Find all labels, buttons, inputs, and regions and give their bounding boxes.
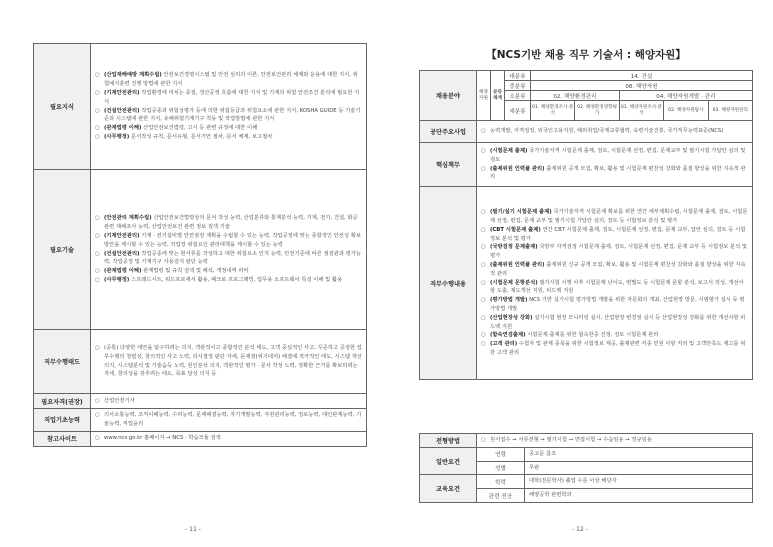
bullet-icon: ○ (481, 244, 486, 251)
class-detail-5: 03. 해양자원관리 (708, 101, 752, 121)
item-head: (건설안전관리) (104, 107, 140, 114)
general-sex-name: 성별 (477, 461, 525, 475)
bullet-icon: ○ (481, 226, 486, 233)
list-item (95, 89, 362, 107)
class-detail-3: 01. 해양자원조사·분석 (619, 101, 663, 121)
item-text: 관계법령 및 규칙 검색 및 해석, 개정내역 파악 (143, 268, 249, 275)
page-number-right: - 12 - (572, 526, 588, 533)
bullet-icon: ○ (481, 332, 486, 339)
list-item (95, 214, 362, 232)
item-head: (산업재해예방 계획수립) (104, 72, 162, 79)
class-name-minor: 소분류 (505, 91, 531, 101)
item-head: (사무행정) (104, 276, 130, 283)
item-text: 출제위원 신규 공개 모집, 확보, 활용 및 시험문제 편찬성 강화와 품질 향상을 위한 지속적 관리 (490, 262, 746, 277)
item-head: (필기/실기 시험문제 출제) (490, 209, 552, 216)
item-text: 안전보건경영시스템 및 안전 심리의 이론, 안전보건관리 체제와 운용에 대한 지식, 위험예지훈련 진행 방법에 관한 지식 (104, 72, 358, 88)
left-requirements-table (33, 43, 367, 447)
list-item (95, 107, 362, 125)
item-head: (안전관리 계획수립) (104, 215, 152, 222)
item-text: 작업공종에 맞는 현서류를 작성하고 대한 위험요소 인지 능력, 안전기준에 따른 점검관과 평가능력, 작업공정 및 기계기구 사용검지 판단 능력 (104, 250, 361, 266)
bullet-icon: ○ (481, 262, 486, 268)
bullet-icon: ○ (95, 107, 100, 114)
bullet-icon: ○ (95, 250, 100, 257)
general-sex-value: 무관 (525, 461, 753, 475)
basic-ability-content: ○ 의사소통능력, 조직이해능력, 수리능력, 문제해결능력, 자기개발능력, 자원관리능력, 정보능력, 대인관계능력, 기술능력, 직업윤리 (91, 409, 367, 432)
bullet-icon: ○ (481, 341, 486, 348)
skills-label: 필요기술 (34, 170, 91, 330)
right-requirements-table (419, 433, 753, 503)
reference-content: ○ www.ncs.go.kr 홈페이지 → NCS · 학습모듈 검색 (91, 431, 367, 446)
class-value-middle: 08. 해양자원 (531, 81, 753, 91)
list-item (95, 133, 362, 142)
job-content-content (477, 187, 753, 380)
knowledge-content (91, 44, 367, 170)
item-head: (기계안전관리) (104, 89, 140, 96)
item-head: (기계안전관리) (104, 232, 140, 239)
bullet-icon: ○ (95, 125, 100, 132)
item-head: (산업현장성 강화) (490, 314, 533, 321)
general-label: 일반요건 (420, 447, 477, 475)
general-age-name: 연령 (477, 447, 525, 461)
attitude-text: (공통) 다양한 대안을 탐구하려는 의지, 객관적이고 종합적인 분석 태도, 고객 중심적인 사고, 꾸준하고 공정한 업무수행의 청렴성, 창의적인 사고 노력, 의사결정 판단 자세, 문제점(위기대처) 해결에 적극적인 태도, 시스템 개선 의지, 시스템분석 및 기술습득 노력, 원인분석 의지, 객관적인 평가 · 문서 작성 노력, 정확한 근거를 확보하려는 자세, 창의성을 갖추려는 태도, 목표 달성 의지 등 (104, 344, 362, 378)
class-detail-1: 01. 해양환경조사·분석 (531, 101, 575, 121)
item-text: 문서작성 규칙, 문서유형, 문서기안 절차, 문서 체계, 보고절차 (131, 133, 273, 140)
list-item (95, 267, 362, 276)
item-text: 국가기술자격 시험문제 확보를 위한 연간 세부계획수립, 시험문제 출제, 검토, 시험문제 선정, 편집, 문제 교부 및 필기시험 가답안 심의, 검토 등 시험정보 분석 및 평가 (490, 209, 748, 225)
item-text: 국가기술자격 시험문제 출제, 검토, 시험문제 선정, 편집, 문제교부 및 필기시험 가답안 심의 및 검토 (490, 147, 746, 163)
education-degree-name: 학력 (477, 475, 525, 489)
process-label: 전형방법 (420, 434, 477, 448)
education-degree-value: 대학(전문학사) 졸업 수준 이상 해당자 (525, 475, 753, 489)
education-major-name: 관련 전공 (477, 489, 525, 503)
bullet-icon: ○ (95, 268, 100, 275)
certificate-content: ○ 산업안전기사 (91, 394, 367, 409)
class-detail-4: 02. 해양자원탐사 (664, 101, 708, 121)
list-item (95, 124, 362, 133)
item-head: (출제위원 인력풀 관리) (490, 165, 545, 172)
page-title: 【NCS기반 채용 직무 기술서 : 해양자원】 (486, 49, 686, 61)
list-item (481, 261, 748, 279)
item-text: 수험자 및 관계 종목을 위한 시험정보 제공, 출제관련 각종 민원 사항 처리 및 고객만족도 제고를 위한 고객 관리 (490, 341, 746, 356)
attitude-content: ○ (공통) 다양한 대안을 탐구하려는 의지, 객관적이고 종합적인 분석 태도, 고객 중심적인 사고, 꾸준하고 공정한 업무수행의 청렴성, 창의적인 사고 노력, 의사결정 판단 자세, 문제점(위기대처) 해결에 적극적인 태도, 시스템 개선 의지, 시스템분석 및 기술습득 노력, 원인분석 의지, 객관적인 평가 · 문서 작성 노력, 정확한 근거를 확보하려는 자세, 창의성을 갖추려는 태도, 목표 달성 의지 등 (91, 330, 367, 394)
class-label: 분류 체계 (491, 71, 505, 121)
institution-content: ○ 능력개발, 자격검정, 외국인고용지원, 해외취업/국제교류협력, 숙련기술진흥, 국가직무능력표준(NCS) (477, 121, 753, 143)
item-head: (관계법령 이해) (104, 125, 142, 132)
item-text: 스프레드시트, 워드프로세서 활용, 패크로 프로그래밍, 업무용 소프트웨어 특성 이해 및 활용 (131, 276, 343, 283)
item-text: 작업환경에 미치는 종질, 생산공정 흐름에 대한 지식 및 기계의 위험 안전조건 분석에 필요한 지식 (104, 89, 360, 105)
general-age-value: 공고문 참조 (525, 447, 753, 461)
item-text: 기계 · 전기설비별 안전점검 계획을 수립할 수 있는 능력, 작업공정에 맞는 종합적인 안전성 확보방안을 제시할 수 있는 능력, 작업장 위험요인 관리대책을 제시할 수 있는 능력 (104, 232, 361, 248)
bullet-icon: ○ (481, 165, 486, 172)
attitude-label: 직무수행태도 (34, 330, 91, 394)
list-item (95, 71, 362, 89)
item-text: 출제위원 공개 모집, 확보, 활용 및 시험문제 편찬성 강화와 품질 향상을 위한 지속적 관리 (490, 165, 746, 181)
item-head: (고객 관리) (490, 341, 518, 348)
item-text: 필기시험 시행 이후 시험문제 난이도, 변별도 등 시험문제 문항 분석, 보고서 작성, 개선사항 도출, 제도개선 지원, 피드백 지원 (490, 279, 744, 295)
bullet-icon: ○ (95, 232, 100, 239)
item-text: 국방부 자격검정 시험문제 출제, 검토, 시험문제 선정, 편집, 문제 교부 등 시험정보 분석 및 평가 (490, 244, 748, 260)
item-head: (시험문제 문항분석) (490, 279, 538, 286)
item-text: 시험문제 출제를 위한 합숙한중 선정, 검토 시험문제 관리 (527, 332, 659, 339)
bullet-icon: ○ (481, 209, 486, 216)
item-text: NCS 기반 실기시험 평가방법 개발을 위한 자문회의 개최, 산업현장 방문, 시범평가 실시 등 평가방법 개발 (490, 297, 745, 312)
reference-link[interactable]: www.ncs.go.kr 홈페이지 → NCS · 학습모듈 검색 (104, 435, 221, 442)
list-item (481, 165, 748, 183)
item-head: (평가방법 개발) (490, 297, 528, 304)
item-head: (합숙연검출제) (490, 332, 526, 339)
item-text: 작업공종과 위험성평가 등에 의한 위험등급과 위험요소에 관한 지식, KOSHA GUIDE 등 기술기준과 시스템에 관한 지식, 유해위험기계기구 작동 및 작업방법에 관한 지식 (104, 107, 361, 123)
right-page (387, 0, 773, 547)
education-label: 교육요건 (420, 475, 477, 503)
certificate-text: 산업안전기사 (104, 397, 135, 404)
bullet-icon: ○ (481, 279, 486, 286)
list-item (481, 314, 748, 332)
field-label: 채용분야 (420, 71, 477, 121)
bullet-icon: ○ (95, 215, 100, 222)
list-item (481, 331, 748, 340)
list-item (481, 296, 748, 314)
item-text: 산업안전보건법령, 고시 등 관련 규정에 대한 이해 (143, 125, 258, 132)
process-content: ○ 원서접수 → 서류전형 → 필기시험 → 면접시험 → 수습임용 → 정규임용 (477, 434, 753, 448)
item-head: (시험문제 출제) (490, 147, 528, 154)
basic-ability-text: 의사소통능력, 조직이해능력, 수리능력, 문제해결능력, 자기개발능력, 자원관리능력, 정보능력, 대인관계능력, 기술능력, 직업윤리 (104, 412, 362, 427)
list-item (481, 226, 748, 244)
bullet-icon: ○ (95, 89, 100, 96)
institution-label: 공단주요사업 (420, 121, 477, 143)
list-item (481, 243, 748, 261)
knowledge-label: 필요지식 (34, 44, 91, 170)
bullet-icon: ○ (481, 147, 486, 154)
item-text: 연간 CBT 시험문제 출제, 검토, 시험문제 선정, 편집, 문제 교부, 답안 심의, 검토 등 시험정보 분석 및 평가 (490, 226, 746, 242)
class-detail-2: 02. 해양환경영향평가 (575, 101, 619, 121)
field-sub-label: 해양자원 (477, 71, 491, 121)
class-name-detail: 세분류 (505, 101, 531, 121)
class-name-major: 대분류 (505, 71, 531, 81)
list-item (481, 208, 748, 226)
bullet-icon: ○ (481, 314, 486, 321)
bullet-icon: ○ (95, 72, 100, 79)
right-description-table (419, 70, 753, 380)
bullet-icon: ○ (95, 133, 100, 140)
item-text: 산업안전보건법령상의 문서 작성 능력, 산업분류와 통계분석 능력, 기계, 전기, 건설, 화공관련 재해조사 능력, 산업안전보건 관련 정보 검색 기술 (104, 215, 358, 231)
item-head: (건설안전관리) (104, 250, 140, 257)
core-duty-content (477, 143, 753, 187)
list-item (95, 250, 362, 268)
list-item (481, 340, 748, 358)
item-head: (출제위원 인력풀 관리) (490, 262, 545, 268)
item-text: 실기시험 현장 모니터링 실시, 산업현장 변경점 실시 등 산업현장성 강화를 위한 개선사항 피드백 지원 (490, 314, 746, 330)
core-duty-label: 핵심책무 (420, 143, 477, 187)
class-value-minor-1: 02. 해양환경관리 (531, 91, 620, 101)
skills-content (91, 170, 367, 330)
list-item (95, 232, 362, 250)
bullet-icon: ○ (95, 276, 100, 283)
left-page (0, 0, 386, 547)
class-value-major: 14. 건설 (531, 71, 753, 81)
list-item (481, 279, 748, 297)
item-head: (관계법령 이해) (104, 268, 142, 275)
item-head: (사무행정) (104, 133, 130, 140)
bullet-icon: ○ (481, 297, 486, 304)
certificate-label: 필요자격(권장) (34, 394, 91, 409)
process-text: 원서접수 → 서류전형 → 필기시험 → 면접시험 → 수습임용 → 정규임용 (490, 437, 652, 443)
list-item (95, 276, 362, 285)
basic-ability-label: 직업기초능력 (34, 409, 91, 432)
class-name-middle: 중분류 (505, 81, 531, 91)
item-head: (CBT 시험문제 출제) (490, 226, 541, 233)
list-item (481, 147, 748, 165)
page-number-left: - 11 - (185, 526, 201, 533)
class-value-minor-2: 04. 해양자원개발 · 관리 (619, 91, 752, 101)
institution-text: 능력개발, 자격검정, 외국인고용지원, 해외취업/국제교류협력, 숙련기술진흥, 국가직무능력표준(NCS) (490, 128, 724, 135)
education-major-value: 해양공학 관련학과 (525, 489, 753, 503)
reference-label: 참고사이트 (34, 431, 91, 446)
item-head: (국방검정 문제출제) (490, 244, 538, 251)
job-content-label: 직무수행내용 (420, 187, 477, 380)
